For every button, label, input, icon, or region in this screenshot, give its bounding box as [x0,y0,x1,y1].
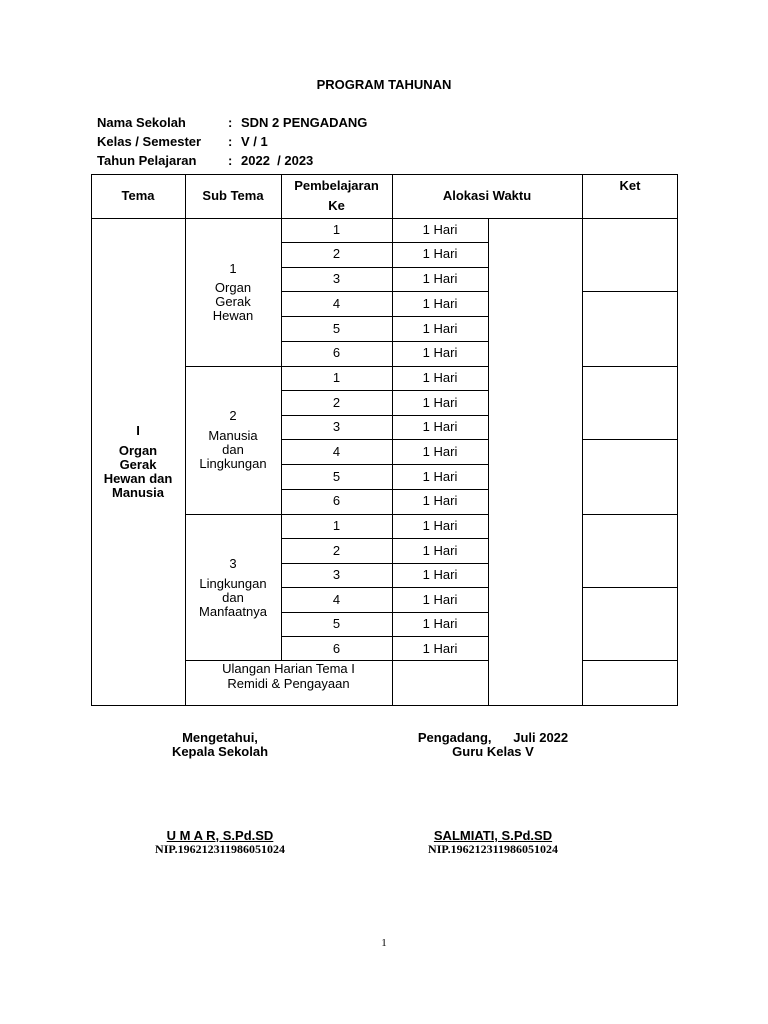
row-line [281,316,489,317]
ket-divider [582,587,678,588]
header-subtema: Sub Tema [202,188,264,203]
alokasi-value: 1 Hari [422,222,458,237]
alokasi-value: 1 Hari [422,493,458,508]
signature-left-line1: Mengetahui, [182,730,258,745]
subtema-name: Lingkungan [199,456,267,471]
pembelajaran-number: 1 [332,370,341,385]
row-line [281,291,489,292]
tema-name: Hewan dan [103,471,173,486]
alokasi-value: 1 Hari [422,616,458,631]
subtema-name: Hewan [212,308,254,323]
table-border [91,174,92,706]
subtema-name: Lingkungan [199,576,267,591]
signature-right-line1: Pengadang, Juli 2022 [417,730,569,745]
row-line [281,587,489,588]
info-value-class: V / 1 [241,134,268,149]
subtema-name: Organ [214,280,252,295]
pembelajaran-number: 4 [332,444,341,459]
subtema-name: Manfaatnya [199,604,267,619]
header-pembelajaran-ke: Ke [328,198,345,213]
signature-left-nip: NIP.196212311986051024 [155,842,285,856]
pembelajaran-number: 4 [332,592,341,607]
footer-row-text: Ulangan Harian Tema I [222,661,355,676]
tema-name: Gerak [119,457,157,472]
pembelajaran-number: 2 [332,543,341,558]
subtema-number: 3 [229,556,237,571]
row-line [281,267,489,268]
alokasi-value: 1 Hari [422,641,458,656]
pembelajaran-number: 5 [332,616,341,631]
subtema-name: Gerak [215,294,251,309]
footer-row-text: Remidi & Pengayaan [227,676,350,691]
subtema-name: Manusia [208,428,258,443]
alokasi-value: 1 Hari [422,246,458,261]
alokasi-value: 1 Hari [422,567,458,582]
header-tema: Tema [121,188,155,203]
alokasi-value: 1 Hari [422,419,458,434]
signature-left-name: U M A R, S.Pd.SD [166,828,274,843]
info-label-class: Kelas / Semester [97,134,202,149]
header-ket: Ket [619,178,641,193]
pembelajaran-number: 4 [332,296,341,311]
row-line [281,415,489,416]
pembelajaran-number: 3 [332,419,341,434]
page-title: PROGRAM TAHUNAN [316,77,452,92]
alokasi-value: 1 Hari [422,518,458,533]
info-label-year: Tahun Pelajaran [97,153,197,168]
alokasi-value: 1 Hari [422,296,458,311]
pembelajaran-number: 1 [332,518,341,533]
tema-name: Organ [118,443,158,458]
page-number: 1 [381,937,387,949]
info-sep: : [228,115,233,130]
subtema-name: dan [222,442,244,457]
pembelajaran-number: 5 [332,321,341,336]
row-line [281,341,489,342]
row-line [281,636,489,637]
table-border [91,174,678,175]
pembelajaran-number: 6 [332,641,341,656]
column-line [582,174,583,706]
pembelajaran-number: 2 [332,246,341,261]
ket-divider [582,660,678,661]
subtema-number: 1 [229,261,237,276]
ket-divider [582,439,678,440]
subtema-number: 2 [229,408,237,423]
info-value-year: 2022 / 2023 [241,153,314,168]
signature-left-line2: Kepala Sekolah [171,744,269,759]
info-value-school: SDN 2 PENGADANG [241,115,368,130]
alokasi-value: 1 Hari [422,469,458,484]
signature-right-nip: NIP.196212311986051024 [428,842,558,856]
alokasi-value: 1 Hari [422,395,458,410]
row-line [281,563,489,564]
tema-number: I [136,423,140,438]
header-pembelajaran: Pembelajaran [294,178,379,193]
ket-divider [582,366,678,367]
row-line [281,489,489,490]
row-line [281,538,489,539]
pembelajaran-number: 6 [332,493,341,508]
pembelajaran-number: 3 [332,567,341,582]
pembelajaran-number: 5 [332,469,341,484]
signature-right-name: SALMIATI, S.Pd.SD [433,828,553,843]
ket-divider [582,291,678,292]
subtema-name: dan [222,590,244,605]
header-alokasi: Alokasi Waktu [442,188,532,203]
info-sep: : [228,153,233,168]
alokasi-value: 1 Hari [422,543,458,558]
alokasi-value: 1 Hari [422,370,458,385]
subtema-divider [185,514,489,515]
tema-name: Manusia [111,485,164,500]
row-line [281,390,489,391]
alokasi-value: 1 Hari [422,592,458,607]
pembelajaran-number: 3 [332,271,341,286]
subtema-divider [185,366,489,367]
pembelajaran-number: 1 [332,222,341,237]
row-line [281,464,489,465]
info-sep: : [228,134,233,149]
row-line [281,612,489,613]
row-line [281,439,489,440]
table-header-divider [91,218,678,219]
table-border [91,705,678,706]
info-label-school: Nama Sekolah [97,115,186,130]
alokasi-value: 1 Hari [422,321,458,336]
row-line [281,242,489,243]
alokasi-value: 1 Hari [422,345,458,360]
signature-right-line2: Guru Kelas V [452,744,534,759]
pembelajaran-number: 2 [332,395,341,410]
alokasi-value: 1 Hari [422,271,458,286]
table-border [677,174,678,706]
alokasi-value: 1 Hari [422,444,458,459]
pembelajaran-number: 6 [332,345,341,360]
ket-divider [582,514,678,515]
